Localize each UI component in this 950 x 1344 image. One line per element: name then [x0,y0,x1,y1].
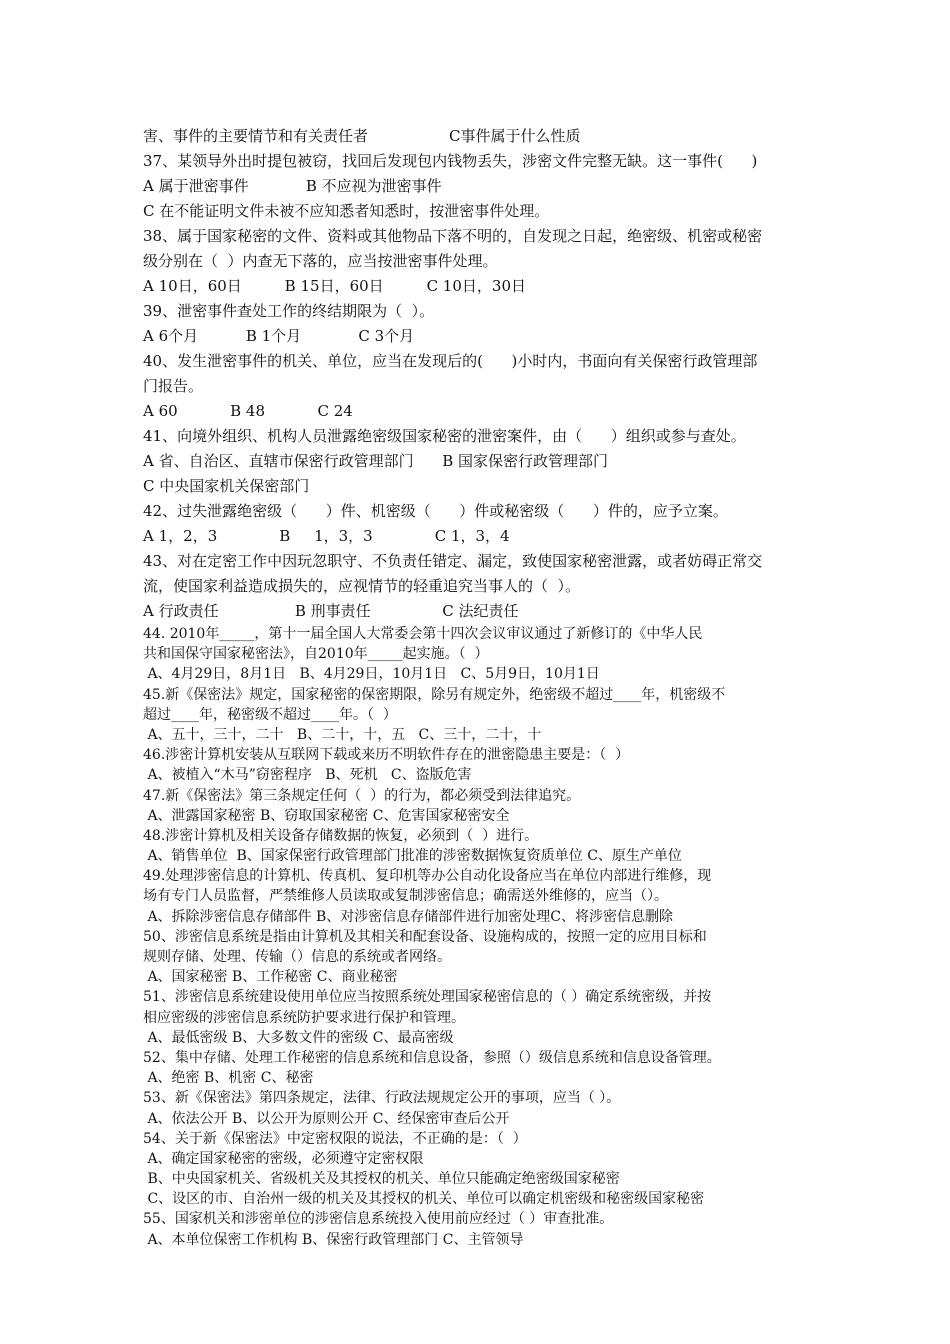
questions-37-43 [143,124,813,624]
text-line: A 行政责任 B 刑事责任 C 法纪责任 [143,602,519,620]
text-line: 54、关于新《保密法》中定密权限的说法，不正确的是：（ ） [143,1130,527,1147]
text-line: A、销售单位 B、国家保密行政管理部门批准的涉密数据恢复资质单位 C、原生产单位 [143,848,682,865]
text-line: A、依法公开 B、以公开为原则公开 C、经保密审查后公开 [143,1110,510,1127]
text-line: A 1，2，3 B 1，3，3 C 1，3，4 [143,527,510,545]
text-line: 场有专门人员监督，严禁维修人员读取或复制涉密信息；确需送外维修的，应当（）。 [143,888,668,905]
text-line: 门报告。 [143,377,204,395]
text-line: C 在不能证明文件未被不应知悉者知悉时，按泄密事件处理。 [143,202,550,220]
text-line: A、拆除涉密信息存储部件 B、对涉密信息存储部件进行加密处理C、将涉密信息删除 [143,908,674,925]
text-line: 超过____年，秘密级不超过____年。（ ） [143,706,397,723]
text-line: 规则存储、处理、传输（）信息的系统或者网络。 [143,949,451,965]
text-line: 51、涉密信息系统建设使用单位应当按照系统处理国家秘密信息的（ ）确定系统密级，并按 [143,989,712,1006]
text-line: 40、发生泄密事件的机关、单位，应当在发现后的( )小时内，书面向有关保密行政管理部 [143,352,758,370]
text-line: 44. 2010年_____，第十一届全国人大常委会第十四次会议审议通过了新修订的《中华人民 [143,626,703,642]
text-line: 45.新《保密法》规定，国家秘密的保密期限，除另有规定外，绝密级不超过____年，机密级不 [143,686,726,703]
text-line: A 省、自治区、直辖市保密行政管理部门 B 国家保密行政管理部门 [143,452,609,470]
text-line: 48.涉密计算机及相关设备存储数据的恢复，必须到（ ）进行。 [143,827,539,844]
text-line: 流，使国家利益造成损失的，应视情节的轻重追究当事人的（ ）。 [143,577,581,595]
text-line: 53、新《保密法》第四条规定，法律、行政法规规定公开的事项，应当（ ）。 [143,1090,621,1107]
text-line: 49.处理涉密信息的计算机、传真机、复印机等办公自动化设备应当在单位内部进行维修，现 [143,868,712,885]
text-line: A 60 B 48 C 24 [143,402,353,420]
text-line: C 中央国家机关保密部门 [143,477,310,495]
text-line: A、最低密级 B、大多数文件的密级 C、最高密级 [143,1029,454,1046]
text-line: 46.涉密计算机安装从互联网下载或来历不明软件存在的泄密隐患主要是：（ ） [143,747,630,764]
text-line: B、中央国家机关、省级机关及其授权的机关、单位只能确定绝密级国家秘密 [143,1171,620,1188]
text-line: A、国家秘密 B、工作秘密 C、商业秘密 [143,969,398,986]
text-line: A、4月29日，8月1日 B、4月29日，10月1日 C、5月9日，10月1日 [143,666,600,683]
text-line: A 6个月 B 1个月 C 3个月 [143,327,415,345]
text-line: A、确定国家秘密的密级，必须遵守定密权限 [143,1150,424,1167]
text-line: 共和国保守国家秘密法》，自2010年_____起实施。（ ） [143,646,489,663]
text-line: 47.新《保密法》第三条规定任何（ ）的行为，都必须受到法律追究。 [143,787,581,804]
text-line: 相应密级的涉密信息系统防护要求进行保护和管理。 [143,1009,465,1026]
text-line: 43、对在定密工作中因玩忽职守、不负责任错定、漏定，致使国家秘密泄露，或者妨碍正常交 [143,552,763,570]
text-line: 55、国家机关和涉密单位的涉密信息系统投入使用前应经过（ ）审查批准。 [143,1211,614,1228]
text-line: A 属于泄密事件 B 不应视为泄密事件 [143,177,442,195]
text-line: 50、涉密信息系统是指由计算机及其相关和配套设备、设施构成的，按照一定的应用目标和 [143,928,707,945]
text-line: A 10日，60日 B 15日，60日 C 10日，30日 [143,277,526,295]
text-line: A、被植入“木马”窃密程序 B、死机 C、盗版危害 [143,767,472,784]
text-line: 41、向境外组织、机构人员泄露绝密级国家秘密的泄密案件，由（ ）组织或参与查处。 [143,427,746,445]
text-line: 38、属于国家秘密的文件、资料或其他物品下落不明的，自发现之日起，绝密级、机密或秘密 [143,227,763,245]
text-line: A、绝密 B、机密 C、秘密 [143,1070,314,1087]
text-line: 37、某领导外出时提包被窃，找回后发现包内钱物丢失，涉密文件完整无缺。这一事件( ) [143,152,758,170]
text-line: 级分别在（ ）内查无下落的，应当按泄密事件处理。 [143,252,498,270]
text-line: A、泄露国家秘密 B、窃取国家秘密 C、危害国家秘密安全 [143,807,510,824]
text-line: 害、事件的主要情节和有关责任者 C事件属于什么性质 [143,127,581,145]
text-line: 39、泄密事件查处工作的终结期限为（ ）。 [143,302,435,320]
questions-44-55 [143,624,813,1250]
document-body [143,124,813,1250]
text-line: C、设区的市、自治州一级的机关及其授权的机关、单位可以确定机密级和秘密级国家秘密 [143,1191,705,1208]
text-line: 42、过失泄露绝密级（ ）件、机密级（ ）件或秘密级（ ）件的，应予立案。 [143,502,728,520]
text-line: A、五十，三十，二十 B、二十，十，五 C、三十，二十，十 [143,726,542,743]
text-line: 52、集中存储、处理工作秘密的信息系统和信息设备，参照（）级信息系统和信息设备管理。 [143,1049,721,1066]
text-line: A、本单位保密工作机构 B、保密行政管理部门 C、主管领导 [143,1231,524,1248]
